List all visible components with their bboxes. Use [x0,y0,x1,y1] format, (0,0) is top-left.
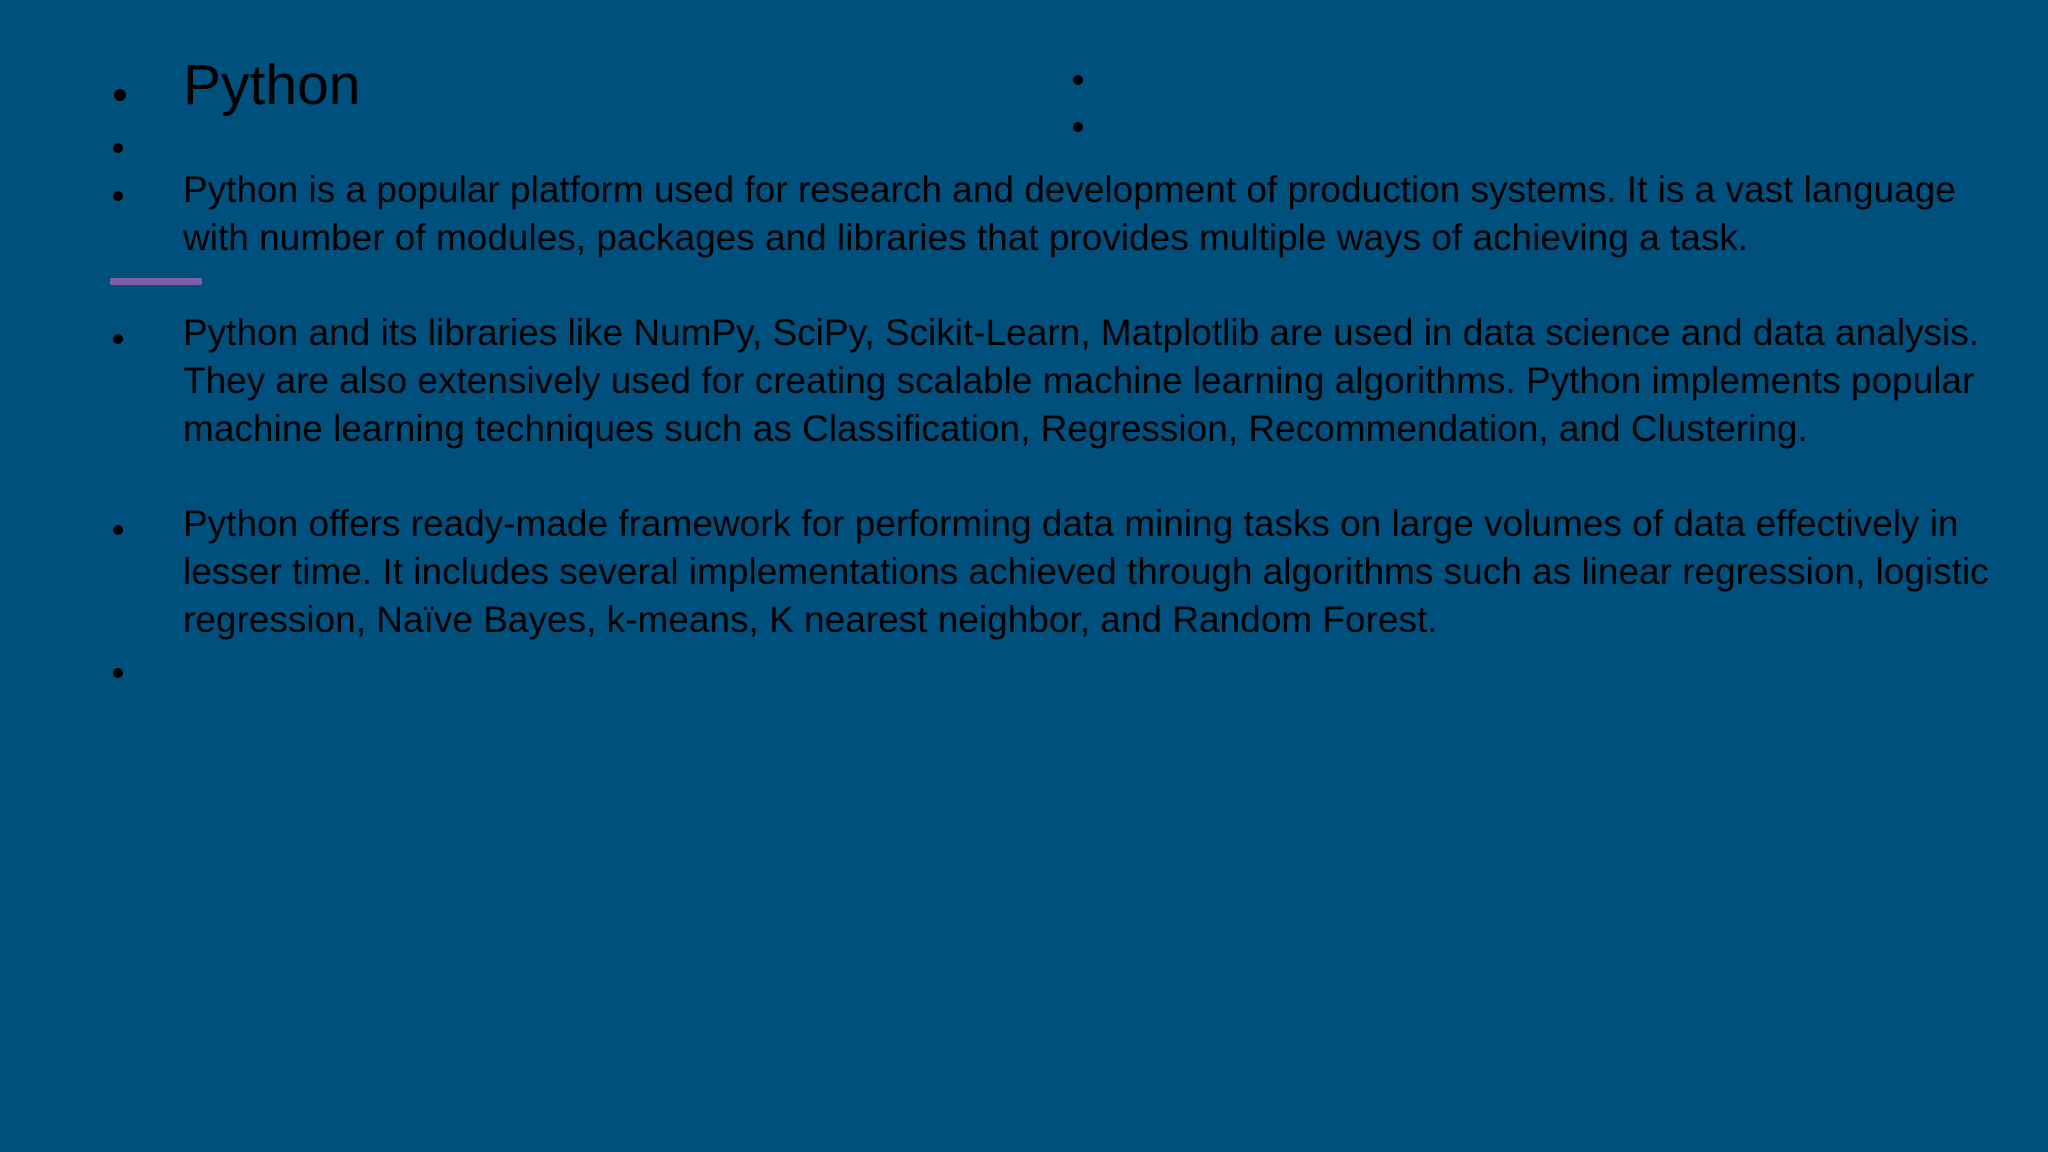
bullet-paragraph-3 [113,525,123,535]
accent-line [110,278,202,285]
bullet-empty-1 [113,143,123,153]
bullet-title [114,89,126,101]
paragraph-3: Python offers ready-made framework for performing data mining tasks on large volumes of data effectively in lesser time. It includes several implementations achieved through algorithms such as linear regression, logistic regression, Naïve Bayes, k-means, K nearest neighbor, and Random Forest. [183,503,1989,640]
bullet-paragraph-2 [113,334,123,344]
slide-title: Python [183,53,361,117]
bullet-paragraph-1 [113,191,123,201]
bullet-right-2 [1073,122,1083,132]
paragraph-1: Python is a popular platform used for research and development of production systems. It is a vast language with number of modules, packages and libraries that provides multiple ways of achieving a task. [183,169,1956,258]
bullet-right-1 [1073,75,1083,85]
bullet-empty-2 [113,668,123,678]
paragraph-2: Python and its libraries like NumPy, SciPy, Scikit-Learn, Matplotlib are used in data science and data analysis. They are also extensively used for creating scalable machine learning algorithms. Python implements popular machine learning techniques such as Classification, Regression, Recommendation, and Clustering. [183,312,1980,449]
